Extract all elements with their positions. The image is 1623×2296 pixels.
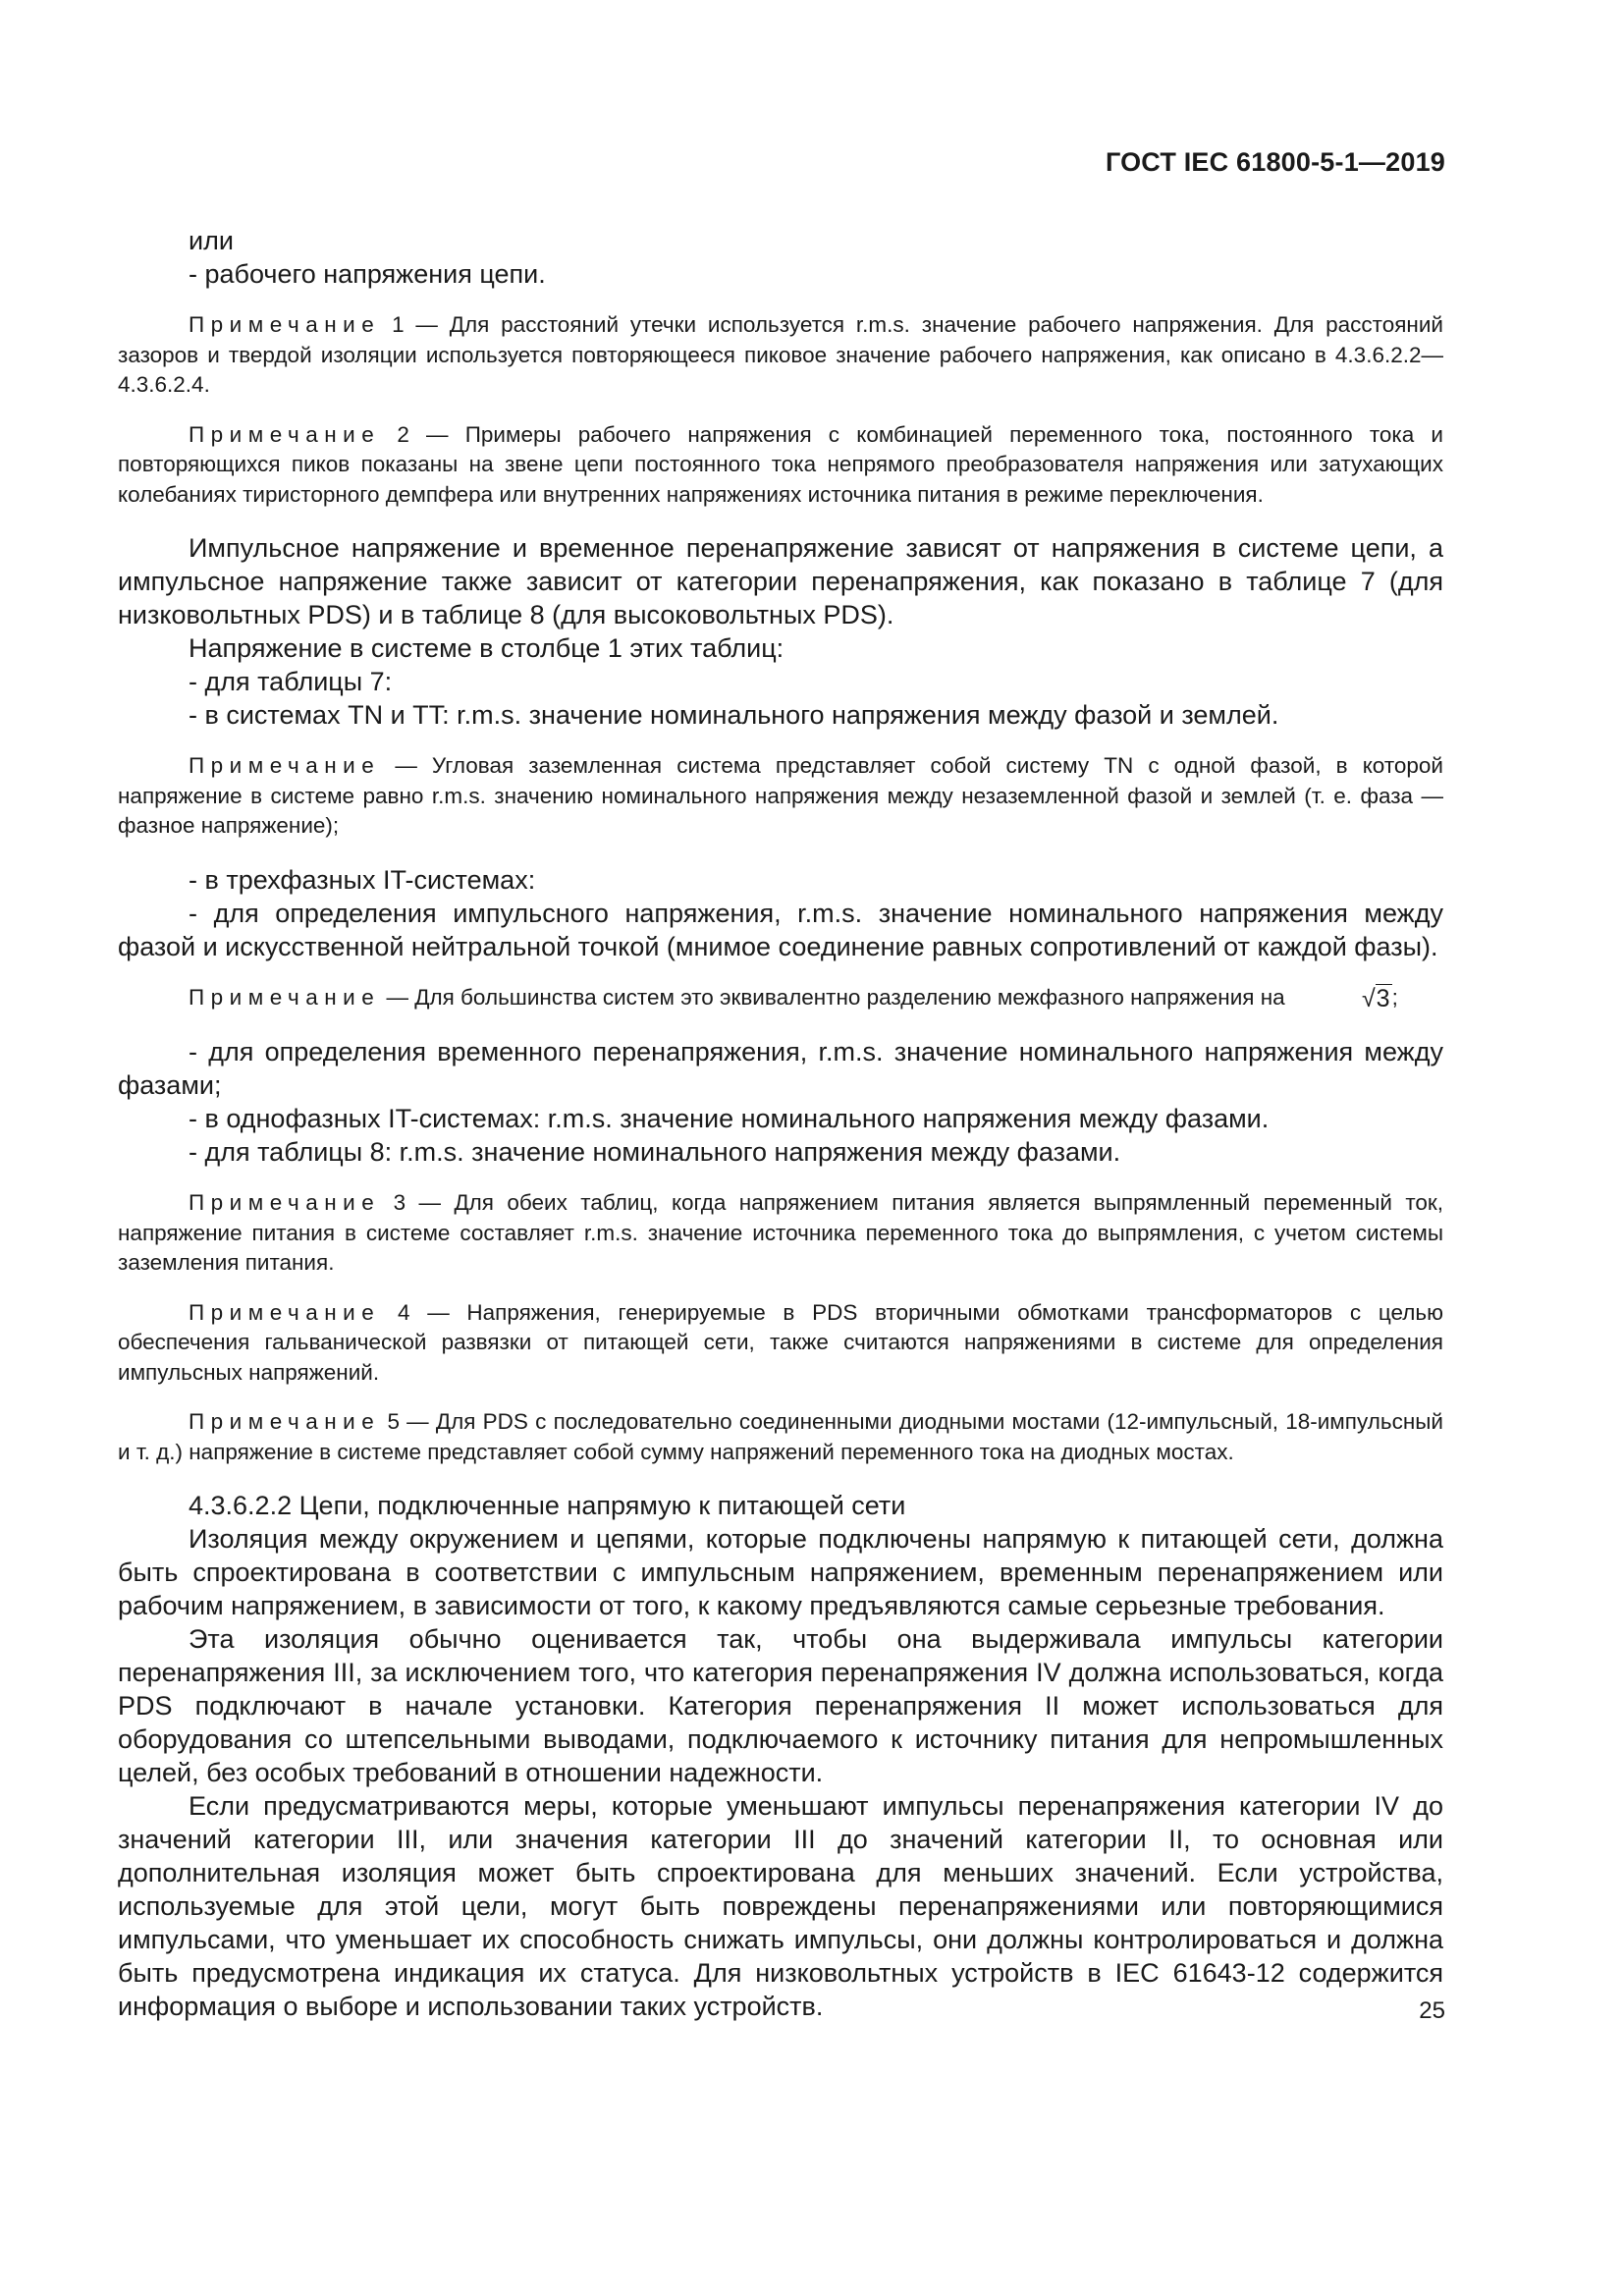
note-label: Примечание <box>189 1409 381 1434</box>
note-1 <box>118 310 1443 401</box>
paragraph-overvoltage-category: Эта изоляция обычно оценивается так, чтобы она выдерживала импульсы категории перенапряжения III, за исключением того, что категория перенапряжения IV должна использоваться, когда PDS подключают в начале установки. Категория перенапряжения II может использоваться для оборудования со штепсельными выводами, подключаемого к источнику питания для непромышленных целей, без особых требований в отношении надежности. <box>118 1624 1443 1787</box>
note-text: — Угловая заземленная система представляет собой систему TN с одной фазой, в которой напряжение в системе равно r.m.s. значению номинального напряжения между незаземленной фазой и землей (т. е. фаза — фазное напряжение); <box>118 753 1443 838</box>
paragraph-system-voltage: Напряжение в системе в столбце 1 этих таблиц: <box>189 633 784 663</box>
list-item-three-phase-it: - в трехфазных IT-системах: <box>189 864 536 895</box>
sqrt-radicand: 3 <box>1376 984 1390 1012</box>
note-label: Примечание <box>189 753 381 778</box>
list-item-table-8: - для таблицы 8: r.m.s. значение номинального напряжения между фазами. <box>189 1137 1121 1167</box>
page-number: 25 <box>1419 1997 1445 2024</box>
note-corner-grounded <box>118 751 1443 842</box>
note-end: ; <box>1391 984 1398 1010</box>
page-content <box>118 224 1443 2023</box>
note-text: 2 — Примеры рабочего напряжения с комбинацией переменного тока, постоянного тока и повторяющихся пиков показаны на звене цепи постоянного тока непрямого преобразователя напряжения или затухающих колебаниях тиристорного демпфера или внутренних напряжениях источника питания в режиме переключения. <box>118 421 1443 507</box>
note-label: Примечание <box>189 312 381 337</box>
paragraph-impulse-voltage: Импульсное напряжение и временное перенапряжение зависят от напряжения в системе цепи, а импульсное напряжение также зависит от категории перенапряжения, как показано в таблице 7 (для низковольтных PDS) и в таблице 8 (для высоковольтных PDS). <box>118 533 1443 629</box>
list-item-single-phase-it: - в однофазных IT-системах: r.m.s. значение номинального напряжения между фазами. <box>189 1104 1270 1133</box>
note-text: 1 — Для расстояний утечки используется r.m.s. значение рабочего напряжения. Для расстояний зазоров и твердой изоляции используется повторяющееся пиковое значение рабочего напряжения, как описано в 4.3.6.2.2—4.3.6.2.4. <box>118 312 1443 397</box>
list-item-temporary-overvoltage: - для определения временного перенапряжения, r.m.s. значение номинального напряжения между фазами; <box>118 1037 1443 1100</box>
note-label: Примечание <box>189 421 381 447</box>
list-item-working-voltage: - рабочего напряжения цепи. <box>189 259 546 289</box>
list-item-table-7: - для таблицы 7: <box>189 667 393 696</box>
section-heading-4-3-6-2-2: 4.3.6.2.2 Цепи, подключенные напрямую к питающей сети <box>189 1491 906 1520</box>
note-label: Примечание <box>189 1190 381 1215</box>
paragraph-or: или <box>189 226 234 255</box>
note-3 <box>118 1188 1443 1279</box>
paragraph-insulation-design: Изоляция между окружением и цепями, которые подключены напрямую к питающей сети, должна быть спроектирована в соответствии с импульсным напряжением, временным перенапряжением или рабочим напряжением, в зависимости от того, к какому предъявляются самые серьезные требования. <box>118 1524 1443 1620</box>
paragraph-protective-measures: Если предусматриваются меры, которые уменьшают импульсы перенапряжения категории IV до значений категории III, или значения категории III до значений категории II, то основная или дополнительная изоляция может быть спроектирована для меньших значений. Если устройства, используемые для этой цели, могут быть повреждены перенапряжениями или повторяющимися импульсами, что уменьшает их способность снижать импульсы, они должны контролироваться и должна быть предусмотрена индикация их статуса. Для низковольтных устройств в IEC 61643-12 содержится информация о выборе и использовании таких устройств. <box>118 1791 1443 2021</box>
note-5 <box>118 1407 1443 1467</box>
list-item-impulse-definition: - для определения импульсного напряжения, r.m.s. значение номинального напряжения между фазой и искусственной нейтральной точкой (мнимое соединение равных сопротивлений от каждой фазы). <box>118 898 1443 961</box>
note-label: Примечание <box>189 1299 381 1325</box>
note-text: 3 — Для обеих таблиц, когда напряжением питания является выпрямленный переменный ток, напряжение питания в системе составляет r.m.s. значение источника переменного тока до выпрямления, с учетом системы заземления питания. <box>118 1190 1443 1275</box>
document-code-header: ГОСТ IEC 61800-5-1—2019 <box>1105 147 1445 177</box>
note-text: 4 — Напряжения, генерируемые в PDS вторичными обмотками трансформаторов с целью обеспечения гальванической развязки от питающей сети, также считаются напряжениями в системе для определения импульсных напряжений. <box>118 1299 1443 1385</box>
note-sqrt3 <box>118 983 1443 1014</box>
note-label: Примечание <box>189 984 381 1010</box>
note-text: — Для большинства систем это эквивалентно разделению межфазного напряжения на <box>380 984 1291 1010</box>
sqrt-symbol: √3 <box>1361 984 1390 1012</box>
note-4 <box>118 1298 1443 1389</box>
note-2 <box>118 420 1443 511</box>
list-item-tn-tt: - в системах TN и TT: r.m.s. значение номинального напряжения между фазой и землей. <box>189 700 1279 730</box>
note-text: 5 — Для PDS с последовательно соединенными диодными мостами (12-импульсный, 18-импульсный и т. д.) напряжение в системе представляет собой сумму напряжений переменного тока на диодных мостах. <box>118 1409 1443 1464</box>
